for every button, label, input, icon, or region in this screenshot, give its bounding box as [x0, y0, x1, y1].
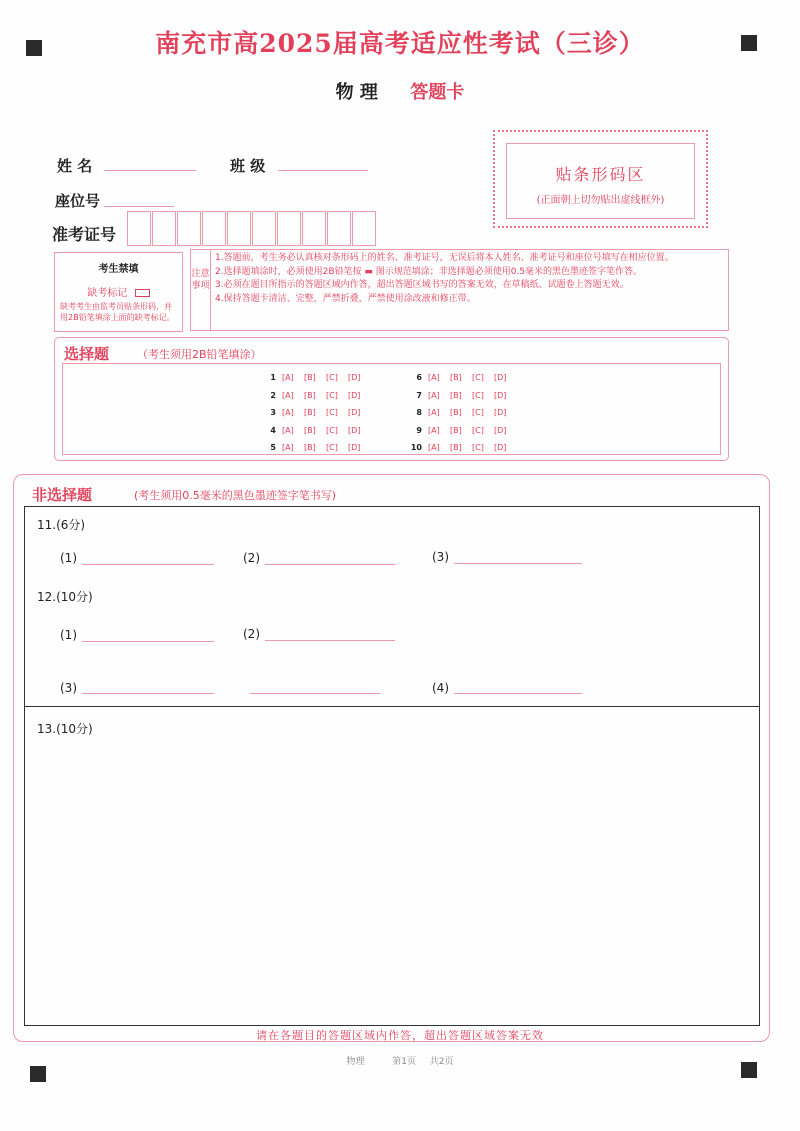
notes-list: [215, 252, 725, 306]
choice-option-bubble[interactable]: [C]: [326, 373, 338, 382]
choice-question-row: [408, 391, 516, 400]
choice-question-number: 9: [416, 425, 422, 435]
class-label: 班 级: [230, 157, 266, 175]
choice-option-bubble[interactable]: [B]: [304, 408, 316, 417]
choice-option-bubble[interactable]: [D]: [348, 443, 361, 452]
absence-mark-row: [55, 284, 182, 299]
exam-id-digit-box[interactable]: [252, 211, 276, 246]
note-item: 2.选择题填涂时，必须使用2B铅笔按 ▬ 图示规范填涂；非选择题必须使用0.5毫米的黑色墨迹签字笔作答。: [215, 266, 643, 277]
choice-question-number: 3: [270, 408, 276, 417]
choice-option-bubble[interactable]: [D]: [494, 443, 507, 452]
exam-id-label: 准考证号: [52, 225, 117, 244]
page-subject: 物理: [346, 1057, 365, 1067]
choice-question-number: 6: [416, 373, 422, 382]
examinee-forbidden-box: [54, 252, 183, 332]
choice-option-bubble[interactable]: [C]: [326, 408, 338, 417]
q13-label: 13.(10分): [37, 722, 93, 736]
q12-blank-1[interactable]: [82, 641, 214, 642]
choice-option-bubble[interactable]: [D]: [494, 390, 507, 400]
choice-question-row: [408, 373, 516, 382]
q12-blank-3a[interactable]: [82, 693, 214, 694]
exam-id-digit-box[interactable]: [127, 211, 151, 246]
q12-blank-4[interactable]: [454, 693, 582, 694]
q12-label: 12.(10分): [37, 590, 93, 604]
subject-heading: [0, 78, 800, 104]
choice-option-bubble[interactable]: [A]: [282, 373, 294, 382]
choice-option-bubble[interactable]: [B]: [304, 390, 316, 400]
choice-option-bubble[interactable]: [C]: [472, 373, 484, 382]
q11-label: 11.(6分): [37, 518, 86, 532]
choice-option-bubble[interactable]: [B]: [450, 443, 462, 452]
choice-option-bubble[interactable]: [C]: [326, 390, 338, 400]
choice-option-bubble[interactable]: [D]: [348, 408, 361, 417]
exam-id-digit-box[interactable]: [352, 211, 376, 246]
choice-question-number: 7: [416, 390, 422, 400]
choice-option-bubble[interactable]: [C]: [472, 390, 484, 400]
choice-option-bubble[interactable]: [D]: [494, 425, 507, 435]
q11-blank-2-label: (2): [243, 551, 260, 565]
nonchoice-hint: (考生须用0.5毫米的黑色墨迹签字笔书写): [134, 489, 337, 502]
choice-option-bubble[interactable]: [A]: [428, 390, 440, 400]
choice-option-bubble[interactable]: [C]: [472, 425, 484, 435]
seat-label: 座位号: [55, 192, 101, 210]
page-number: 第1页: [392, 1057, 416, 1067]
choice-option-bubble[interactable]: [A]: [428, 408, 440, 417]
choice-answer-area: [62, 363, 721, 455]
exam-id-digit-box[interactable]: [227, 211, 251, 246]
barcode-title: 贴条形码区: [555, 165, 646, 184]
choice-option-bubble[interactable]: [D]: [494, 408, 507, 417]
nonchoice-answer-area: [24, 506, 760, 1026]
choice-option-bubble[interactable]: [D]: [348, 390, 361, 400]
choice-question-number: 1: [270, 373, 276, 382]
exam-id-digit-box[interactable]: [277, 211, 301, 246]
choice-option-bubble[interactable]: [A]: [282, 390, 294, 400]
nonchoice-title: 非选择题: [32, 486, 93, 504]
notes-box: [190, 249, 729, 331]
choice-question-row: [262, 391, 370, 400]
choice-question-number: 4: [270, 425, 276, 435]
choice-option-bubble[interactable]: [A]: [282, 443, 294, 452]
choice-question-row: [262, 373, 370, 382]
choice-option-bubble[interactable]: [C]: [472, 408, 484, 417]
choice-question-number: 8: [416, 408, 422, 417]
choice-option-bubble[interactable]: [D]: [494, 373, 507, 382]
subject-name: 物 理: [335, 82, 378, 103]
page-info: [0, 1054, 800, 1067]
absence-mark-box[interactable]: [135, 289, 150, 297]
forbidden-title: 考生禁填: [98, 264, 139, 275]
forbidden-desc: 缺考考生由监考员贴条形码，并用2B铅笔填涂上面的缺考标记。: [60, 302, 175, 322]
q11-blank-3-label: (3): [432, 550, 449, 564]
exam-title: 南充市高2025届高考适应性考试（三诊）: [155, 29, 645, 58]
choice-question-number: 10: [410, 443, 422, 452]
choice-question-row: [408, 443, 516, 452]
exam-id-digit-box[interactable]: [152, 211, 176, 246]
absence-mark-label: 缺考标记: [87, 288, 128, 299]
name-field[interactable]: [104, 170, 196, 171]
choice-option-bubble[interactable]: [C]: [326, 425, 338, 435]
barcode-area[interactable]: [506, 143, 695, 219]
choice-option-bubble[interactable]: [B]: [450, 390, 462, 400]
q11-blank-1[interactable]: [82, 564, 214, 565]
choice-option-bubble[interactable]: [A]: [282, 408, 294, 417]
notes-heading: 注意事项: [191, 250, 211, 330]
choice-question-row: [262, 426, 370, 435]
registration-mark-bottom-left: [30, 1066, 46, 1082]
choice-option-bubble[interactable]: [D]: [348, 425, 361, 435]
choice-option-bubble[interactable]: [A]: [428, 443, 440, 452]
choice-option-bubble[interactable]: [B]: [450, 373, 462, 382]
q11-blank-3[interactable]: [454, 563, 582, 564]
choice-question-number: 5: [270, 443, 276, 452]
q12-blank-2[interactable]: [265, 640, 395, 641]
choice-option-bubble[interactable]: [D]: [348, 373, 361, 382]
q11-blank-2[interactable]: [265, 564, 395, 565]
exam-id-digit-box[interactable]: [327, 211, 351, 246]
choice-hint: （考生须用2B铅笔填涂）: [137, 348, 262, 361]
question-divider: [24, 706, 760, 707]
answer-area-warning: 请在各题目的答题区域内作答，超出答题区域答案无效: [256, 1029, 544, 1042]
choice-option-bubble[interactable]: [A]: [282, 425, 294, 435]
choice-option-bubble[interactable]: [B]: [450, 408, 462, 417]
choice-option-bubble[interactable]: [B]: [304, 443, 316, 452]
note-item: 3.必须在题目所指示的答题区域内作答，超出答题区域书写的答案无效，在草稿纸、试题卷上答题无效。: [215, 280, 629, 290]
q12-blank-1-label: (1): [60, 628, 77, 642]
choice-option-bubble[interactable]: [C]: [472, 443, 484, 452]
q12-blank-3-label: (3): [60, 681, 77, 695]
exam-id-digit-box[interactable]: [177, 211, 201, 246]
choice-question-row: [408, 408, 516, 417]
exam-id-digit-box[interactable]: [202, 211, 226, 246]
page-total: 共2页: [429, 1057, 454, 1067]
choice-option-bubble[interactable]: [B]: [304, 373, 316, 382]
choice-question-row: [262, 443, 370, 452]
choice-option-bubble[interactable]: [B]: [450, 425, 462, 435]
q12-blank-2-label: (2): [243, 627, 260, 641]
q12-blank-4-label: (4): [432, 681, 449, 695]
choice-question-row: [408, 426, 516, 435]
name-label: 姓 名: [57, 157, 93, 175]
choice-option-bubble[interactable]: [A]: [428, 373, 440, 382]
barcode-hint: (正面朝上切勿贴出虚线框外): [536, 195, 665, 206]
choice-question-row: [262, 408, 370, 417]
class-field[interactable]: [278, 170, 368, 171]
q12-blank-3b[interactable]: [250, 693, 380, 694]
choice-option-bubble[interactable]: [B]: [304, 425, 316, 435]
note-item: 4.保持答题卡清洁、完整，严禁折叠，严禁使用涂改液和修正带。: [215, 293, 476, 304]
seat-field[interactable]: [104, 206, 174, 207]
choice-option-bubble[interactable]: [A]: [428, 425, 440, 435]
answer-card-label: 答题卡: [410, 82, 465, 103]
note-item: 1.答题前，考生务必认真核对条形码上的姓名、准考证号，无误后将本人姓名、准考证号和座位号填写在相应位置。: [215, 253, 674, 263]
choice-option-bubble[interactable]: [C]: [326, 443, 338, 452]
choice-question-number: 2: [270, 390, 276, 400]
exam-id-digit-box[interactable]: [302, 211, 326, 246]
q11-blank-1-label: (1): [60, 551, 77, 565]
choice-title: 选择题: [64, 345, 110, 363]
